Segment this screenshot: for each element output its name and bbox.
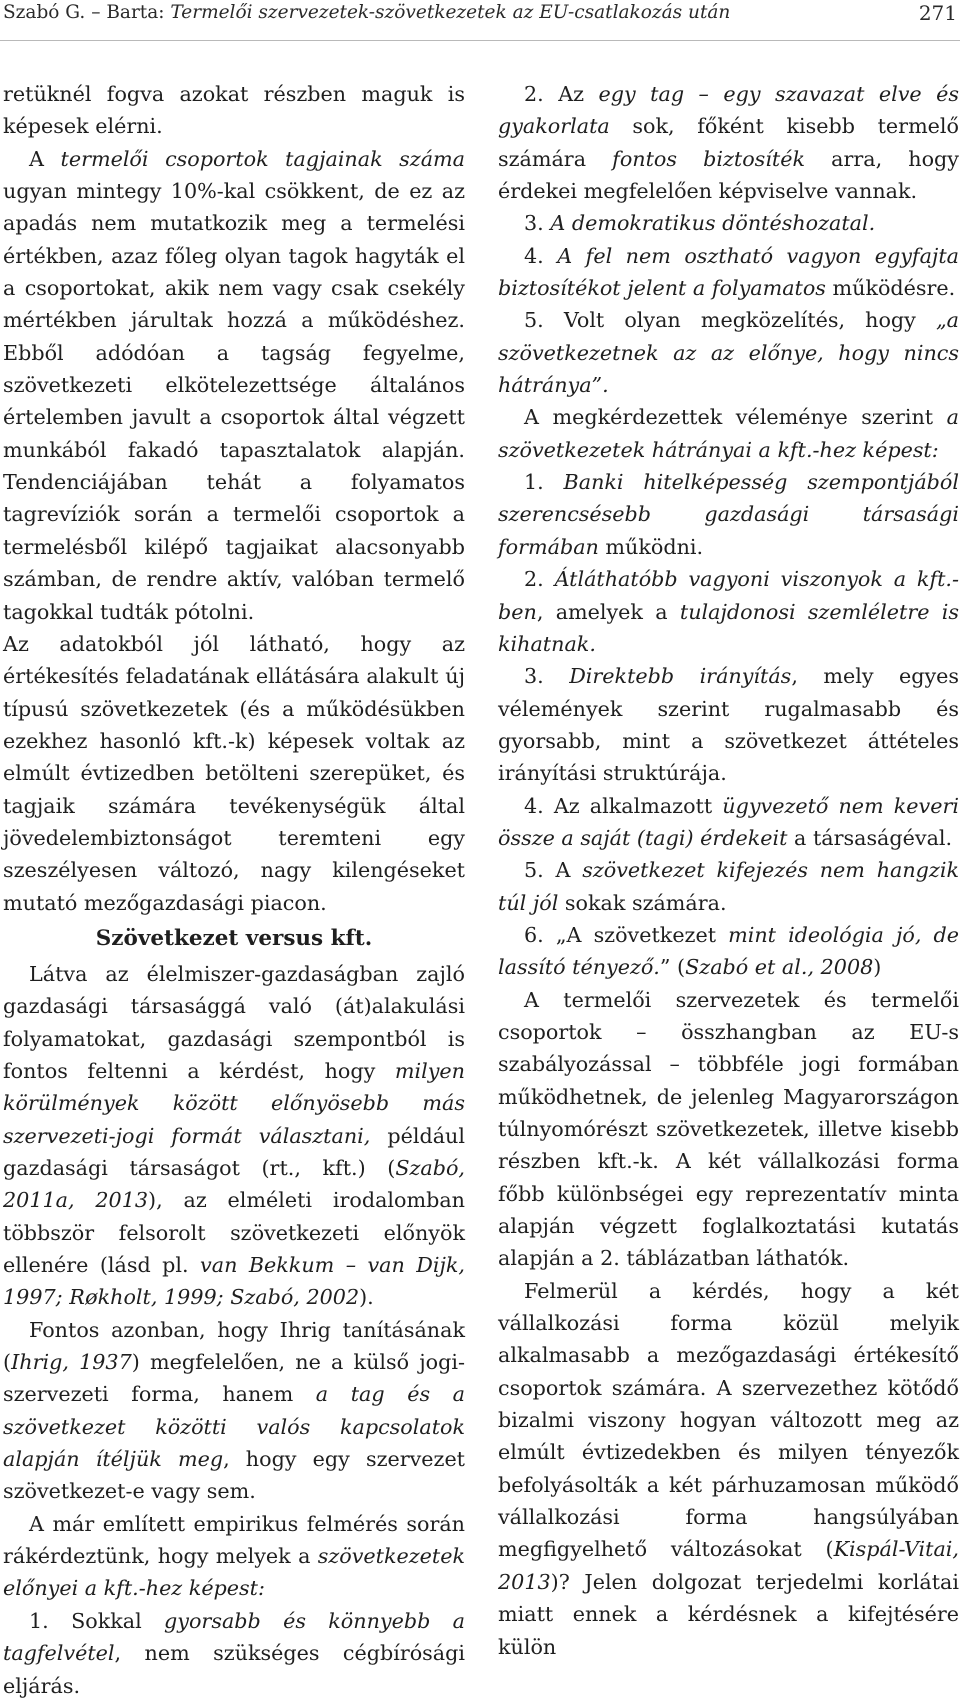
paragraph: Felmerül a kérdés, hogy a két vállalkozási forma közül melyik alkalmasabb a mezőgazdasági értékesítő csoportok számára. A szervezethez kötődő bizalmi viszony hogyan változott meg az elmúlt évtizedekben és milyen tényezők befolyásolták a két párhuzamosan működő vállalkozási forma hangsúlyában megfigyelhető változásokat (Kispál-Vitai, 2013)? Jelen dolgozat terjedelmi korlátai miatt ennek a kérdésnek a kifejtésére külön (498, 1278, 959, 1659)
header-rule (0, 40, 960, 41)
paragraph: A termelői csoportok tagjainak száma ugyan mintegy 10%-kal csökkent, de ez az apadás nem mutatkozik meg a termelési értékben, azaz főleg olyan tagok hagyták el a csoportokat, akik nem vagy csak csekély mértékben járultak hozzá a működéshez. Ebből adódóan a tagság fegyelme, szövetkezeti elkötelezettsége általános értelemben javult a csoportok által végzett munkából fakadó tapasztalatok alapján. Tendenciájában tehát a folyamatos tagrevíziók során a termelői csoportok a termelésből kilépő tagjaikat alacsonyabb számban, de rendre aktív, valóban termelő tagokkal tudták pótolni. (3, 146, 465, 624)
list-item: 1. Sokkal gyorsabb és könnyebb a tagfelvétel, nem szükséges cégbírósági eljárás. (3, 1608, 465, 1698)
paragraph: retüknél fogva azokat részben maguk is képesek elérni. (3, 82, 465, 139)
list-item: 4. Az alkalmazott ügyvezető nem keveri össze a saját (tagi) érdekeit a társaságéval. (498, 793, 959, 850)
running-head (3, 2, 730, 23)
page-number: 271 (918, 1, 957, 25)
paragraph: Látva az élelmiszer-gazdaságban zajló gazdasági társasággá való (át)alakulási folyamatokat, gazdasági szempontból is fontos feltenni a kérdést, hogy milyen körülmények között előnyösebb más szervezeti-jogi formát választani, például gazdasági társaságot (rt., kft.) (Szabó, 2011a, 2013), az elméleti irodalomban többször felsorolt szövetkezeti előnyök ellenére (lásd pl. van Bekkum – van Dijk, 1997; Røkholt, 1999; Szabó, 2002). (3, 961, 465, 1310)
section-heading: Szövetkezet versus kft. (95, 925, 373, 951)
list-item: 3. A demokratikus döntéshozatal. (524, 211, 876, 236)
list-item: 4. A fel nem osztható vagyon egyfajta biztosítékot jelent a folyamatos működésre. (498, 243, 959, 301)
list-item: 5. A szövetkezet kifejezés nem hangzik túl jól sokak számára. (498, 858, 959, 915)
list-item: 2. Az egy tag – egy szavazat elve és gyakorlata sok, főként kisebb termelő számára fontos biztosíték arra, hogy érdekei megfelelően képviselve vannak. (498, 82, 959, 204)
paragraph: A megkérdezettek véleménye szerint a szövetkezetek hátrányai a kft.-hez képest: (498, 405, 959, 462)
list-item: 5. Volt olyan megközelítés, hogy „a szövetkezetnek az az előnye, hogy nincs hátránya”. (498, 308, 959, 398)
list-item: 3. Direktebb irányítás, mely egyes vélemények szerint rugalmasabb és gyorsabb, mint a szövetkezet áttételes irányítási struktúrája. (498, 664, 959, 786)
running-head-title: Termelői szervezetek-szövetkezetek az EU-csatlakozás után (170, 2, 731, 23)
page-header (0, 0, 960, 40)
left-column (3, 78, 465, 1702)
list-item: 6. „A szövetkezet mint ideológia jó, de lassító tényező.” (Szabó et al., 2008) (498, 922, 959, 980)
paragraph: Fontos azonban, hogy Ihrig tanításának (Ihrig, 1937) megfelelően, ne a külső jogi-szervezeti forma, hanem a tag és a szövetkezet közötti valós kapcsolatok alapján ítéljük meg, hogy egy szervezet szövetkezet-e vagy sem. (3, 1317, 465, 1504)
list-item: 2. Átláthatóbb vagyoni viszonyok a kft.-ben, amelyek a tulajdonosi szemléletre is kihatnak. (498, 567, 959, 656)
paragraph: A már említett empirikus felmérés során rákérdeztünk, hogy melyek a szövetkezetek előnyei a kft.-hez képest: (3, 1511, 465, 1601)
list-item: 1. Banki hitelképesség szempontjából szerencsésebb gazdasági társasági formában működni. (498, 470, 959, 559)
right-column (498, 78, 959, 1663)
running-head-authors: Szabó G. – Barta: (3, 2, 171, 23)
paragraph: A termelői szervezetek és termelői csoportok – összhangban az EU-s szabályozással – többféle jogi formában működhetnek, de jelenleg Magyarországon túlnyomórészt szövetkezetek, illetve kisebb részben kft.-k. A két vállalkozási forma főbb különbségei egy reprezentatív minta alapján végzett foglalkoztatási kutatás alapján a 2. táblázatban láthatók. (498, 987, 959, 1271)
paragraph: Az adatokból jól látható, hogy az értékesítés feladatának ellátására alakult új típusú szövetkezetek (és a működésükben ezekhez hasonló kft.-k) képesek voltak az elmúlt évtizedben betölteni szerepüket, és tagjaik számára tevékenységük által jövedelembiztonságot teremteni egy szeszélyesen változó, nagy kilengéseket mutató mezőgazdasági piacon. (3, 631, 465, 915)
